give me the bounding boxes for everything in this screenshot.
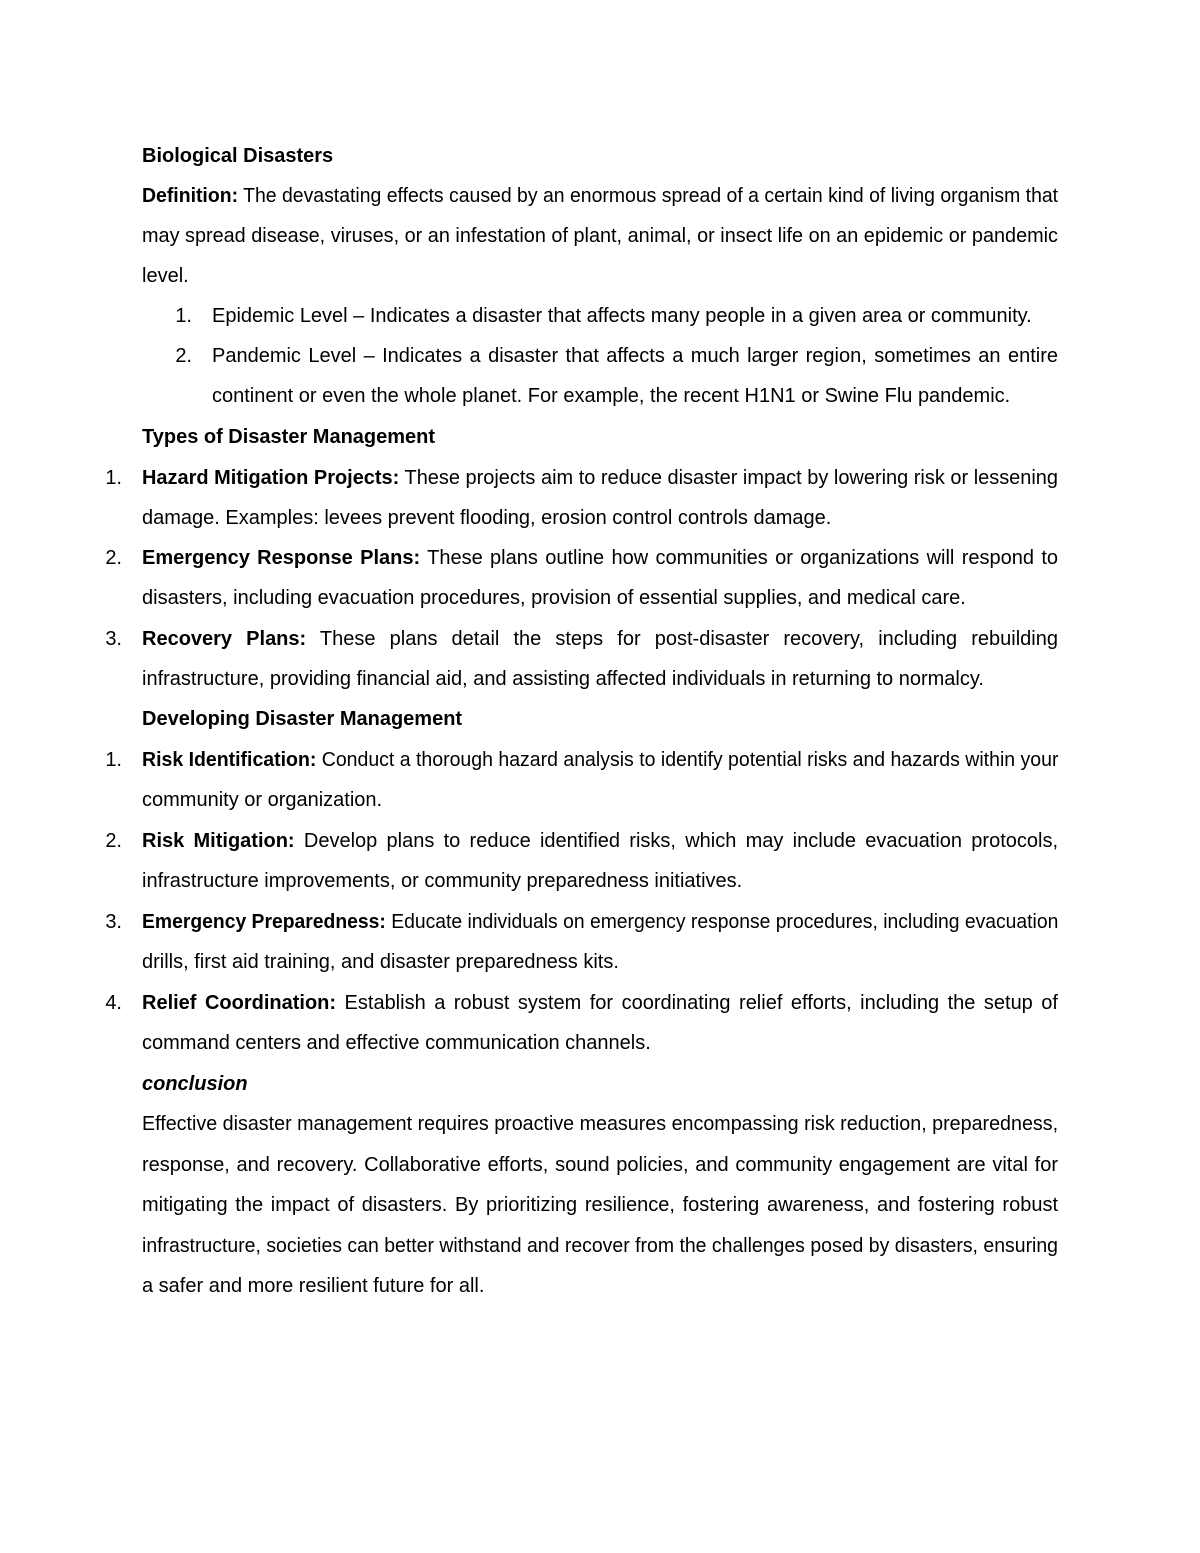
list-number: 4. xyxy=(105,992,122,1014)
section-heading-types: Types of Disaster Management xyxy=(142,426,436,448)
list-number: 2. xyxy=(105,547,122,569)
level-number: 2. xyxy=(175,345,192,367)
item-text: community or organization. xyxy=(142,789,383,811)
list-number: 3. xyxy=(105,911,122,933)
item-text: disasters, including evacuation procedures, provision of essential supplies, and medical care. xyxy=(142,587,966,609)
item-text: drills, first aid training, and disaster preparedness kits. xyxy=(142,951,619,973)
level-text: Epidemic Level – Indicates a disaster that affects many people in a given area or community. xyxy=(212,305,1032,327)
item-label: Emergency Response Plans: xyxy=(142,547,421,569)
definition-text: The devastating effects caused by an enormous spread of a certain kind of living organism that xyxy=(238,185,1059,207)
conclusion-line: a safer and more resilient future for all. xyxy=(142,1275,485,1297)
section-heading-conclusion: conclusion xyxy=(142,1073,248,1095)
item-text: infrastructure improvements, or community preparedness initiatives. xyxy=(142,870,743,892)
list-number: 1. xyxy=(105,467,122,489)
list-item xyxy=(142,458,1058,498)
item-text: Develop plans to reduce identified risks, which may include evacuation protocols, xyxy=(294,830,1059,852)
list-item xyxy=(142,983,1058,1023)
section-heading-biological: Biological Disasters xyxy=(142,145,334,167)
item-text: Establish a robust system for coordinating relief efforts, including the setup of xyxy=(336,992,1058,1014)
section-heading-developing: Developing Disaster Management xyxy=(142,708,463,730)
list-number: 1. xyxy=(105,749,122,771)
item-label: Hazard Mitigation Projects: xyxy=(142,467,400,489)
item-text: These projects aim to reduce disaster impact by lowering risk or lessening xyxy=(399,467,1059,489)
conclusion-line: Effective disaster management requires proactive measures encompassing risk reduction, preparedness, xyxy=(142,1113,1059,1135)
definition-line-2: may spread disease, viruses, or an infestation of plant, animal, or insect life on an epidemic or pandemic xyxy=(142,225,1058,247)
level-text: continent or even the whole planet. For example, the recent H1N1 or Swine Flu pandemic. xyxy=(212,385,1011,407)
conclusion-line: response, and recovery. Collaborative efforts, sound policies, and community engagement are vital for xyxy=(142,1154,1058,1176)
list-item xyxy=(142,821,1058,861)
item-label: Relief Coordination: xyxy=(142,992,337,1014)
item-label: Risk Identification: xyxy=(142,749,317,771)
item-label: Recovery Plans: xyxy=(142,628,307,650)
definition-line-3: level. xyxy=(142,265,189,287)
definition-label: Definition: xyxy=(142,185,239,207)
level-text: Pandemic Level – Indicates a disaster that affects a much larger region, sometimes an entire xyxy=(212,345,1058,367)
list-item xyxy=(142,619,1058,659)
item-text: damage. Examples: levees prevent flooding, erosion control controls damage. xyxy=(142,507,832,529)
item-label: Risk Mitigation: xyxy=(142,830,295,852)
item-text: command centers and effective communication channels. xyxy=(142,1032,651,1054)
item-label: Emergency Preparedness: xyxy=(142,911,386,933)
item-text: Educate individuals on emergency response procedures, including evacuation xyxy=(385,911,1059,933)
conclusion-line: infrastructure, societies can better withstand and recover from the challenges posed by disasters, ensuring xyxy=(142,1235,1058,1257)
item-text: Conduct a thorough hazard analysis to identify potential risks and hazards within your xyxy=(316,749,1059,771)
list-item xyxy=(142,740,1058,780)
level-number: 1. xyxy=(175,305,192,327)
item-text: These plans detail the steps for post-disaster recovery, including rebuilding xyxy=(306,628,1058,650)
item-text: infrastructure, providing financial aid, and assisting affected individuals in returning to normalcy. xyxy=(142,668,984,690)
conclusion-line: mitigating the impact of disasters. By prioritizing resilience, fostering awareness, and fostering robust xyxy=(142,1194,1058,1216)
definition-line-1 xyxy=(142,176,1058,216)
list-number: 3. xyxy=(105,628,122,650)
list-item xyxy=(142,902,1058,942)
item-text: These plans outline how communities or organizations will respond to xyxy=(420,547,1058,569)
list-item xyxy=(142,538,1058,578)
list-number: 2. xyxy=(105,830,122,852)
